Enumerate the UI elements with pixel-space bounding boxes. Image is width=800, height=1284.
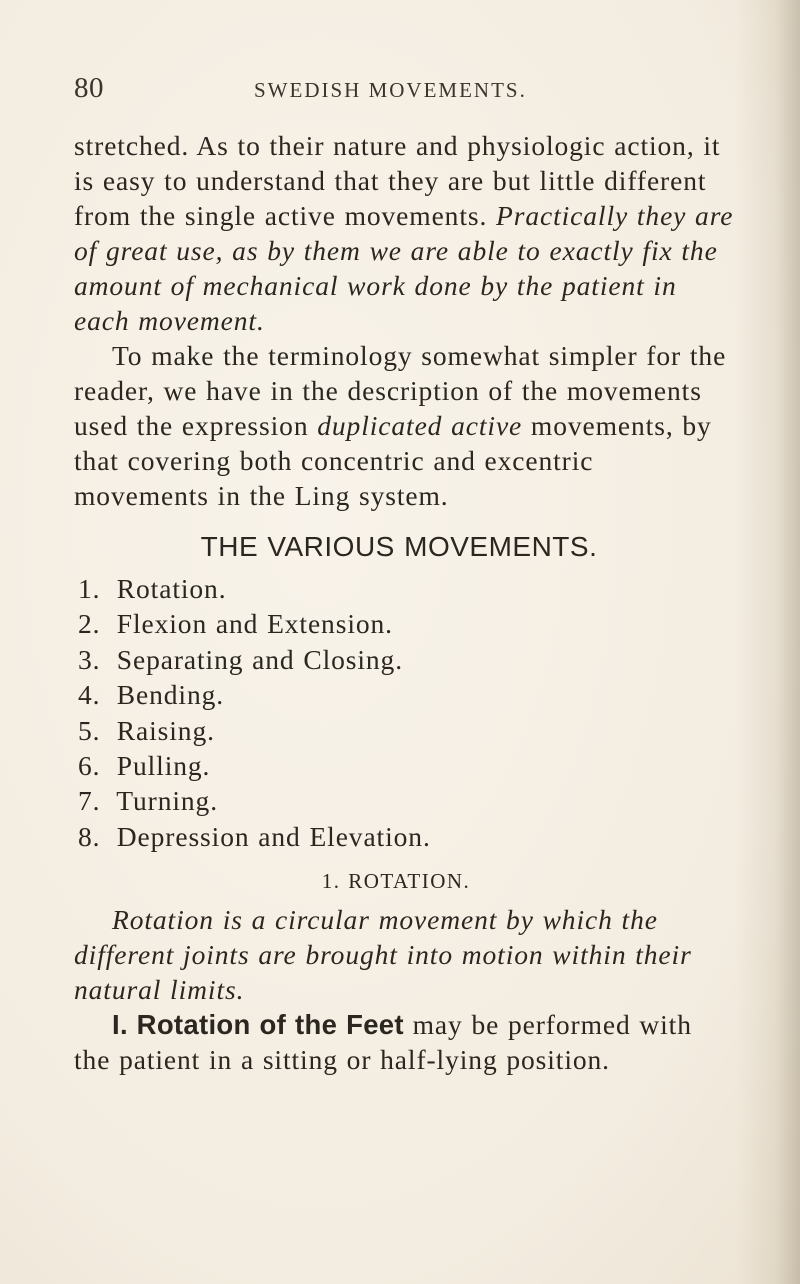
running-head: SWEDISH MOVEMENTS. — [254, 78, 527, 102]
list-item-label: Rotation. — [116, 573, 227, 604]
list-item-label: Bending. — [116, 679, 225, 711]
list-item-label: Turning. — [116, 785, 218, 817]
page-header — [74, 72, 734, 112]
rotation-item-text: may be performed with the patient in a sitting or half-lying position. — [74, 1009, 692, 1076]
list-item-label: Pulling. — [116, 750, 211, 782]
list-item-label: Flexion and Extension. — [116, 608, 393, 640]
list-item — [78, 748, 734, 783]
list-item-number: 5. — [78, 714, 101, 746]
paragraph-intro-italic: Practically they are of great use, as by them we are able to exactly fix the amount of mechanical work done by the patient in each movement. — [74, 200, 734, 336]
subsection-heading: 1. ROTATION. — [321, 869, 471, 894]
list-item-number: 2. — [78, 608, 101, 640]
paragraph-terminology-start: To make the terminology somewhat simpler for the reader, we have in the description of the movements used the expression — [74, 340, 727, 441]
list-item — [78, 606, 734, 641]
list-item — [78, 783, 734, 818]
section-heading: THE VARIOUS MOVEMENTS. — [200, 531, 598, 562]
list-item-number: 7. — [78, 785, 101, 817]
list-item — [78, 571, 734, 606]
list-item — [78, 677, 734, 712]
list-item — [78, 642, 734, 677]
list-item — [78, 819, 734, 854]
paragraph-intro-text: stretched. As to their nature and physiologic action, it is easy to understand that they are but little different from the single active movements. — [74, 130, 721, 231]
list-item-number: 3. — [78, 643, 101, 675]
paragraph-terminology-italic: duplicated active — [317, 410, 523, 441]
list-item — [78, 713, 734, 748]
list-item-number: 6. — [78, 750, 101, 782]
list-item-number: 1. — [78, 573, 101, 604]
rotation-definition: Rotation is a circular movement by which the different joints are brought into motion within their natural limits. — [74, 904, 692, 1006]
movements-list — [74, 571, 734, 854]
rotation-item-number: I. — [112, 1009, 128, 1041]
rotation-item — [74, 1007, 734, 1077]
list-item-label: Raising. — [116, 714, 215, 746]
paragraph-terminology-end: movements, by that covering both concentric and excentric movements in the Ling system. — [74, 410, 712, 511]
rotation-item-title: Rotation of the Feet — [136, 1009, 404, 1041]
list-item-number: 8. — [78, 820, 101, 852]
page-body — [74, 128, 734, 1077]
paragraph-terminology — [74, 338, 734, 513]
list-item-label: Depression and Elevation. — [116, 820, 431, 852]
list-item-number: 4. — [78, 679, 101, 711]
list-item-label: Separating and Closing. — [116, 643, 403, 675]
page-number: 80 — [74, 72, 104, 104]
paragraph-intro — [74, 128, 734, 338]
